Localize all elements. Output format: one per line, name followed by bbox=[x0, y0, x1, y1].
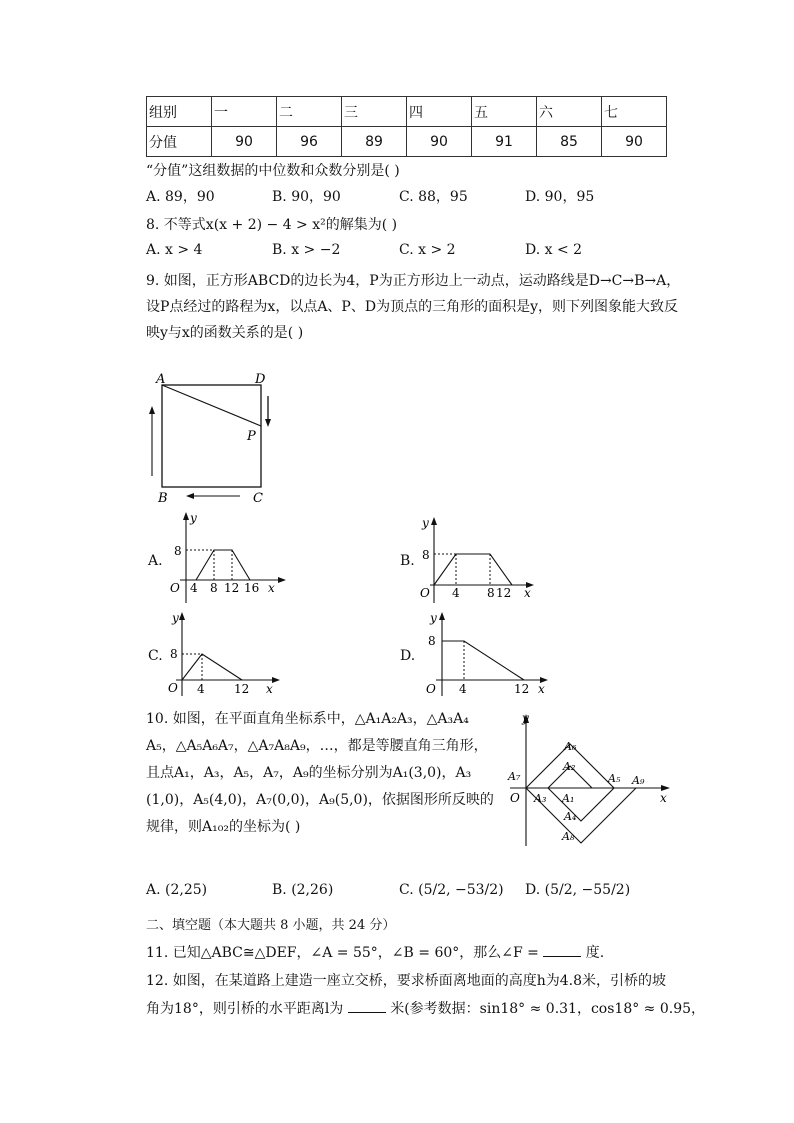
origin-label: O bbox=[420, 586, 430, 600]
q7-option-d[interactable]: D. 90，95 bbox=[525, 189, 595, 205]
tick-label: 8 bbox=[428, 634, 436, 648]
x-axis-label: x bbox=[660, 791, 667, 805]
point-label-a3: A₃ bbox=[534, 792, 547, 805]
table-cell: 90 bbox=[407, 127, 472, 157]
q9-line1: 9. 如图，正方形ABCD的边长为4，P为正方形边上一动点，运动路线是D→C→B→A， bbox=[146, 273, 681, 289]
table-cell: 五 bbox=[472, 97, 537, 127]
point-label-a7: A₇ bbox=[508, 770, 521, 783]
table-cell: 三 bbox=[342, 97, 407, 127]
tick-label: 12 bbox=[234, 682, 250, 696]
origin-label: O bbox=[510, 791, 520, 805]
q10-option-c[interactable]: C. (5/2, −53/2) bbox=[399, 882, 504, 898]
x-axis-label: x bbox=[524, 586, 531, 600]
q12-stem: 角为18°，则引桥的水平距离l为 bbox=[146, 1001, 344, 1017]
q7-option-a[interactable]: A. 89，90 bbox=[146, 189, 215, 205]
score-table bbox=[146, 96, 667, 157]
table-cell: 组别 bbox=[147, 97, 212, 127]
q12-reference: 米(参考数据：sin18° ≈ 0.31，cos18° ≈ 0.95， bbox=[390, 1001, 706, 1017]
point-label-a1: A₁ bbox=[562, 792, 575, 805]
label-a: A bbox=[156, 372, 166, 387]
table-cell: 90 bbox=[602, 127, 667, 157]
graph-c[interactable] bbox=[160, 608, 285, 698]
q7-option-c[interactable]: C. 88，95 bbox=[399, 189, 468, 205]
q12-line1: 12. 如图，在某道路上建造一座立交桥，要求桥面离地面的高度h为4.8米，引桥的坡 bbox=[146, 973, 666, 989]
table-cell: 二 bbox=[277, 97, 342, 127]
q8-option-d[interactable]: D. x < 2 bbox=[525, 242, 583, 258]
q10-line4: (1,0)，A₅(4,0)，A₇(0,0)，A₉(5,0)，依据图形所反映的 bbox=[146, 792, 494, 808]
table-cell: 一 bbox=[212, 97, 277, 127]
q11-answer-blank[interactable] bbox=[543, 944, 581, 957]
q10-option-b[interactable]: B. (2,26) bbox=[272, 882, 334, 898]
point-label-a8: A₈ bbox=[562, 830, 575, 843]
origin-label: O bbox=[168, 681, 178, 695]
q8-option-b[interactable]: B. x > −2 bbox=[272, 242, 341, 258]
label-d: D bbox=[255, 372, 266, 387]
graph-d[interactable] bbox=[414, 608, 554, 698]
q7-option-b[interactable]: B. 90，90 bbox=[272, 189, 341, 205]
q12-line2 bbox=[146, 998, 705, 1018]
q9-line3: 映y与x的函数关系的是( ) bbox=[146, 325, 304, 341]
tick-label: 8 bbox=[422, 548, 430, 562]
label-b: B bbox=[158, 491, 168, 506]
q9-option-a-label[interactable]: A. bbox=[148, 553, 163, 569]
q7-stem: “分值”这组数据的中位数和众数分别是( ) bbox=[146, 163, 400, 179]
q10-line5: 规律，则A₁₀₂的坐标为( ) bbox=[146, 819, 301, 835]
q8-stem: 8. 不等式x(x + 2) − 4 > x²的解集为( ) bbox=[146, 217, 398, 233]
origin-label: O bbox=[426, 682, 436, 696]
tick-label: 12 bbox=[224, 581, 240, 595]
point-label-a5: A₅ bbox=[608, 772, 621, 785]
table-cell: 六 bbox=[537, 97, 602, 127]
q9-option-d-label[interactable]: D. bbox=[400, 648, 416, 664]
y-axis-label: y bbox=[190, 511, 197, 525]
tick-label: 12 bbox=[514, 682, 530, 696]
y-axis-label: y bbox=[422, 516, 429, 530]
q10-line2: A₅，△A₅A₆A₇，△A₇A₈A₉，…，都是等腰直角三角形， bbox=[146, 738, 488, 754]
y-axis-label: y bbox=[430, 611, 437, 625]
table-cell: 分值 bbox=[147, 127, 212, 157]
q9-option-c-label[interactable]: C. bbox=[148, 648, 163, 664]
table-cell: 四 bbox=[407, 97, 472, 127]
table-cell: 96 bbox=[277, 127, 342, 157]
y-axis-label: y bbox=[172, 611, 179, 625]
graph-b[interactable] bbox=[412, 515, 542, 605]
point-label-a4: A₄ bbox=[564, 810, 577, 823]
section-heading: 二、填空题（本大题共 8 小题，共 24 分） bbox=[146, 918, 396, 933]
x-axis-label: x bbox=[268, 581, 275, 595]
tick-label: 16 bbox=[244, 581, 260, 595]
q8-option-c[interactable]: C. x > 2 bbox=[399, 242, 456, 258]
tick-label: 12 bbox=[496, 586, 512, 600]
tick-label: 4 bbox=[459, 682, 467, 696]
table-row bbox=[147, 97, 667, 127]
point-label-a9: A₉ bbox=[632, 774, 645, 787]
q11-unit: 度. bbox=[585, 945, 605, 961]
q10-option-d[interactable]: D. (5/2, −55/2) bbox=[525, 882, 631, 898]
point-label-a6: A₆ bbox=[564, 740, 577, 753]
y-axis-label: y bbox=[522, 711, 529, 725]
tick-label: 4 bbox=[197, 682, 205, 696]
x-axis-label: x bbox=[538, 682, 545, 696]
table-cell: 91 bbox=[472, 127, 537, 157]
q11-text bbox=[146, 942, 604, 962]
triangle-figure bbox=[500, 708, 680, 848]
q10-line3: 且点A₁，A₃，A₅，A₇，A₉的坐标分别为A₁(3,0)，A₃ bbox=[146, 765, 472, 781]
origin-label: O bbox=[170, 581, 180, 595]
q11-stem: 11. 已知△ABC≅△DEF，∠A = 55°，∠B = 60°，那么∠F = bbox=[146, 945, 539, 961]
q8-option-a[interactable]: A. x > 4 bbox=[146, 242, 203, 258]
q10-option-a[interactable]: A. (2,25) bbox=[146, 882, 208, 898]
graph-a[interactable] bbox=[160, 510, 290, 605]
tick-label: 8 bbox=[174, 544, 182, 558]
label-p: P bbox=[247, 429, 256, 444]
square-figure bbox=[140, 368, 280, 508]
tick-label: 8 bbox=[170, 647, 178, 661]
tick-label: 4 bbox=[190, 581, 198, 595]
table-row bbox=[147, 127, 667, 157]
table-cell: 90 bbox=[212, 127, 277, 157]
table-cell: 85 bbox=[537, 127, 602, 157]
q9-option-b-label[interactable]: B. bbox=[400, 553, 415, 569]
x-axis-label: x bbox=[266, 682, 273, 696]
label-c: C bbox=[253, 491, 263, 506]
table-cell: 七 bbox=[602, 97, 667, 127]
tick-label: 4 bbox=[452, 586, 460, 600]
q10-line1: 10. 如图，在平面直角坐标系中，△A₁A₂A₃，△A₃A₄ bbox=[146, 711, 469, 727]
tick-label: 8 bbox=[487, 586, 495, 600]
table-cell: 89 bbox=[342, 127, 407, 157]
point-label-a2: A₂ bbox=[563, 760, 576, 773]
tick-label: 8 bbox=[210, 581, 218, 595]
q9-line2: 设P点经过的路程为x，以点A、P、D为顶点的三角形的面积是y，则下列图象能大致反 bbox=[146, 299, 678, 315]
q12-answer-blank[interactable] bbox=[348, 1000, 386, 1013]
